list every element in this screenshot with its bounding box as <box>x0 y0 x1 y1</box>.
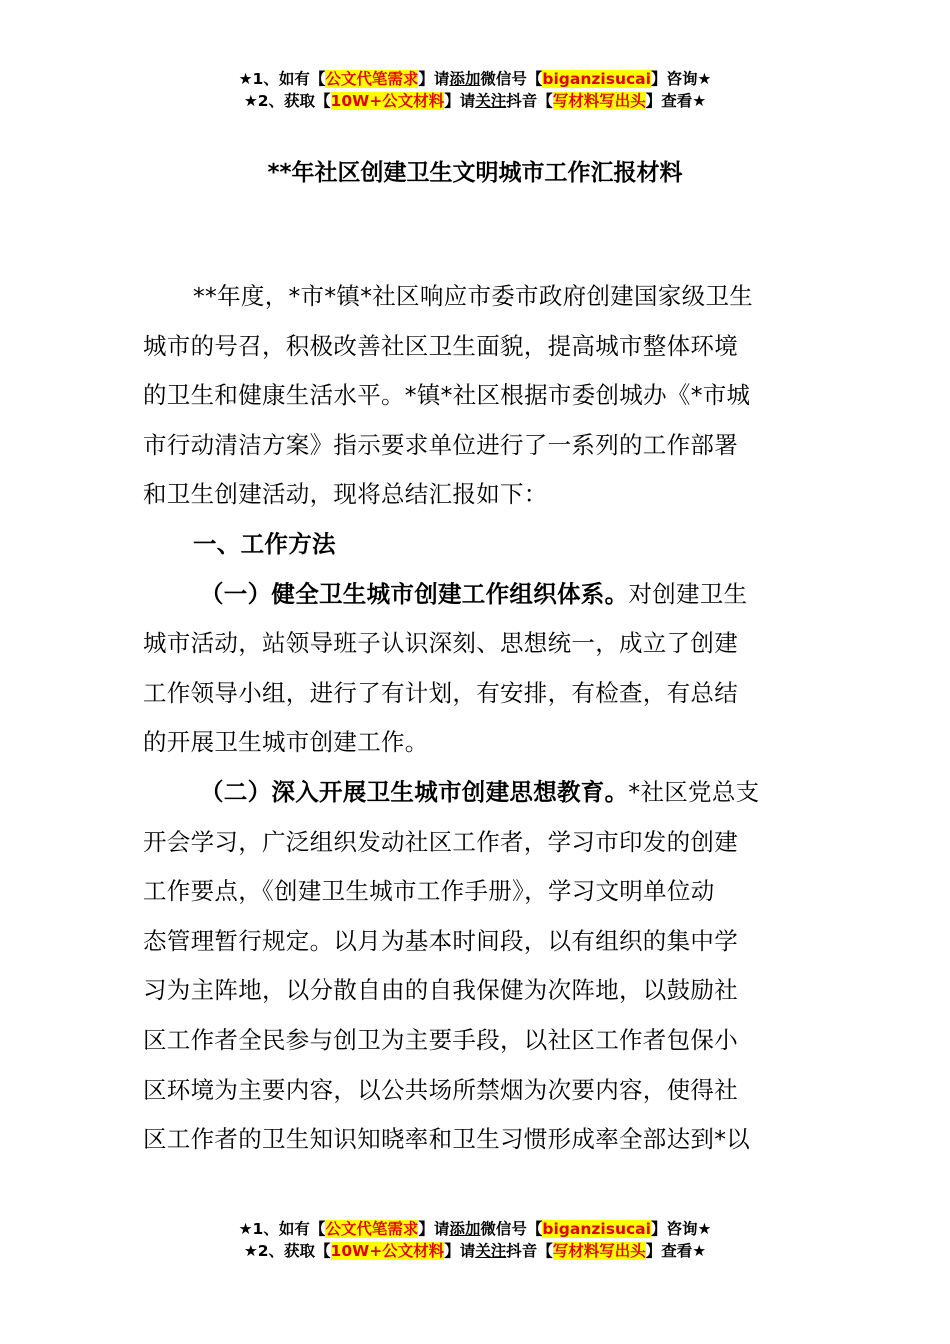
paragraph-line: 工作领导小组，进行了有计划，有安排，有检查，有总结 <box>143 678 738 707</box>
highlight-materials: 10W+公文材料 <box>330 1242 445 1260</box>
paragraph-line: **年度，*市*镇*社区响应市委市政府创建国家级卫生 <box>193 282 754 310</box>
paragraph-line: 城市的号召，积极改善社区卫生面貌，提高城市整体环境 <box>143 331 738 360</box>
paragraph-line: 的开展卫生城市创建工作。 <box>143 728 429 757</box>
section-heading: 一、工作方法 <box>193 529 336 558</box>
subsection-first-line: （二）深入开展卫生城市创建思想教育。*社区党总支 <box>200 777 760 806</box>
banner-line-2: ★2、获取【10W+公文材料】请关注抖音【写材料写出头】查看★ <box>243 92 707 110</box>
paragraph-line: 和卫生创建活动，现将总结汇报如下： <box>143 480 548 509</box>
paragraph-line: 区工作者的卫生知识知晓率和卫生习惯形成率全部达到*以 <box>143 1125 751 1154</box>
subsection-first-line: （一）健全卫生城市创建工作组织体系。对创建卫生 <box>200 579 748 608</box>
top-banner <box>0 68 950 112</box>
paragraph-line: 的卫生和健康生活水平。*镇*社区根据市委创城办《*市城 <box>143 381 751 410</box>
highlight-materials: 10W+公文材料 <box>330 92 445 110</box>
highlight-wechat-id: biganzisucai <box>542 70 651 88</box>
document-title: **年社区创建卫生文明城市工作汇报材料 <box>267 160 683 186</box>
paragraph-line: 开会学习，广泛组织发动社区工作者，学习市印发的创建 <box>143 827 738 856</box>
paragraph-line: 态管理暂行规定。以月为基本时间段，以有组织的集中学 <box>143 926 738 955</box>
paragraph-line: 工作要点，《创建卫生城市工作手册》，学习文明单位动 <box>143 877 715 906</box>
highlight-ghostwriting: 公文代笔需求 <box>325 1220 419 1238</box>
highlight-ghostwriting: 公文代笔需求 <box>325 70 419 88</box>
highlight-douyin: 写材料写出头 <box>552 92 646 110</box>
banner-line-1: ★1、如有【公文代笔需求】请添加微信号【biganzisucai】咨询★ <box>238 1220 712 1238</box>
banner-line-1: ★1、如有【公文代笔需求】请添加微信号【biganzisucai】咨询★ <box>238 70 712 88</box>
paragraph-line: 市行动清洁方案》指示要求单位进行了一系列的工作部署 <box>143 430 738 459</box>
highlight-wechat-id: biganzisucai <box>542 1220 651 1238</box>
banner-line-2: ★2、获取【10W+公文材料】请关注抖音【写材料写出头】查看★ <box>243 1242 707 1260</box>
paragraph-line: 城市活动，站领导班子认识深刻、思想统一，成立了创建 <box>143 629 738 658</box>
paragraph-line: 习为主阵地，以分散自由的自我保健为次阵地，以鼓励社 <box>143 976 738 1005</box>
bottom-banner <box>0 1218 950 1262</box>
highlight-douyin: 写材料写出头 <box>552 1242 646 1260</box>
paragraph-line: 区环境为主要内容，以公共场所禁烟为次要内容，使得社 <box>143 1075 738 1104</box>
document-body <box>143 272 807 1165</box>
subsection-heading: （一）健全卫生城市创建工作组织体系。 <box>200 579 629 608</box>
subsection-heading: （二）深入开展卫生城市创建思想教育。 <box>200 777 629 806</box>
paragraph-line: 区工作者全民参与创卫为主要手段，以社区工作者包保小 <box>143 1025 738 1054</box>
